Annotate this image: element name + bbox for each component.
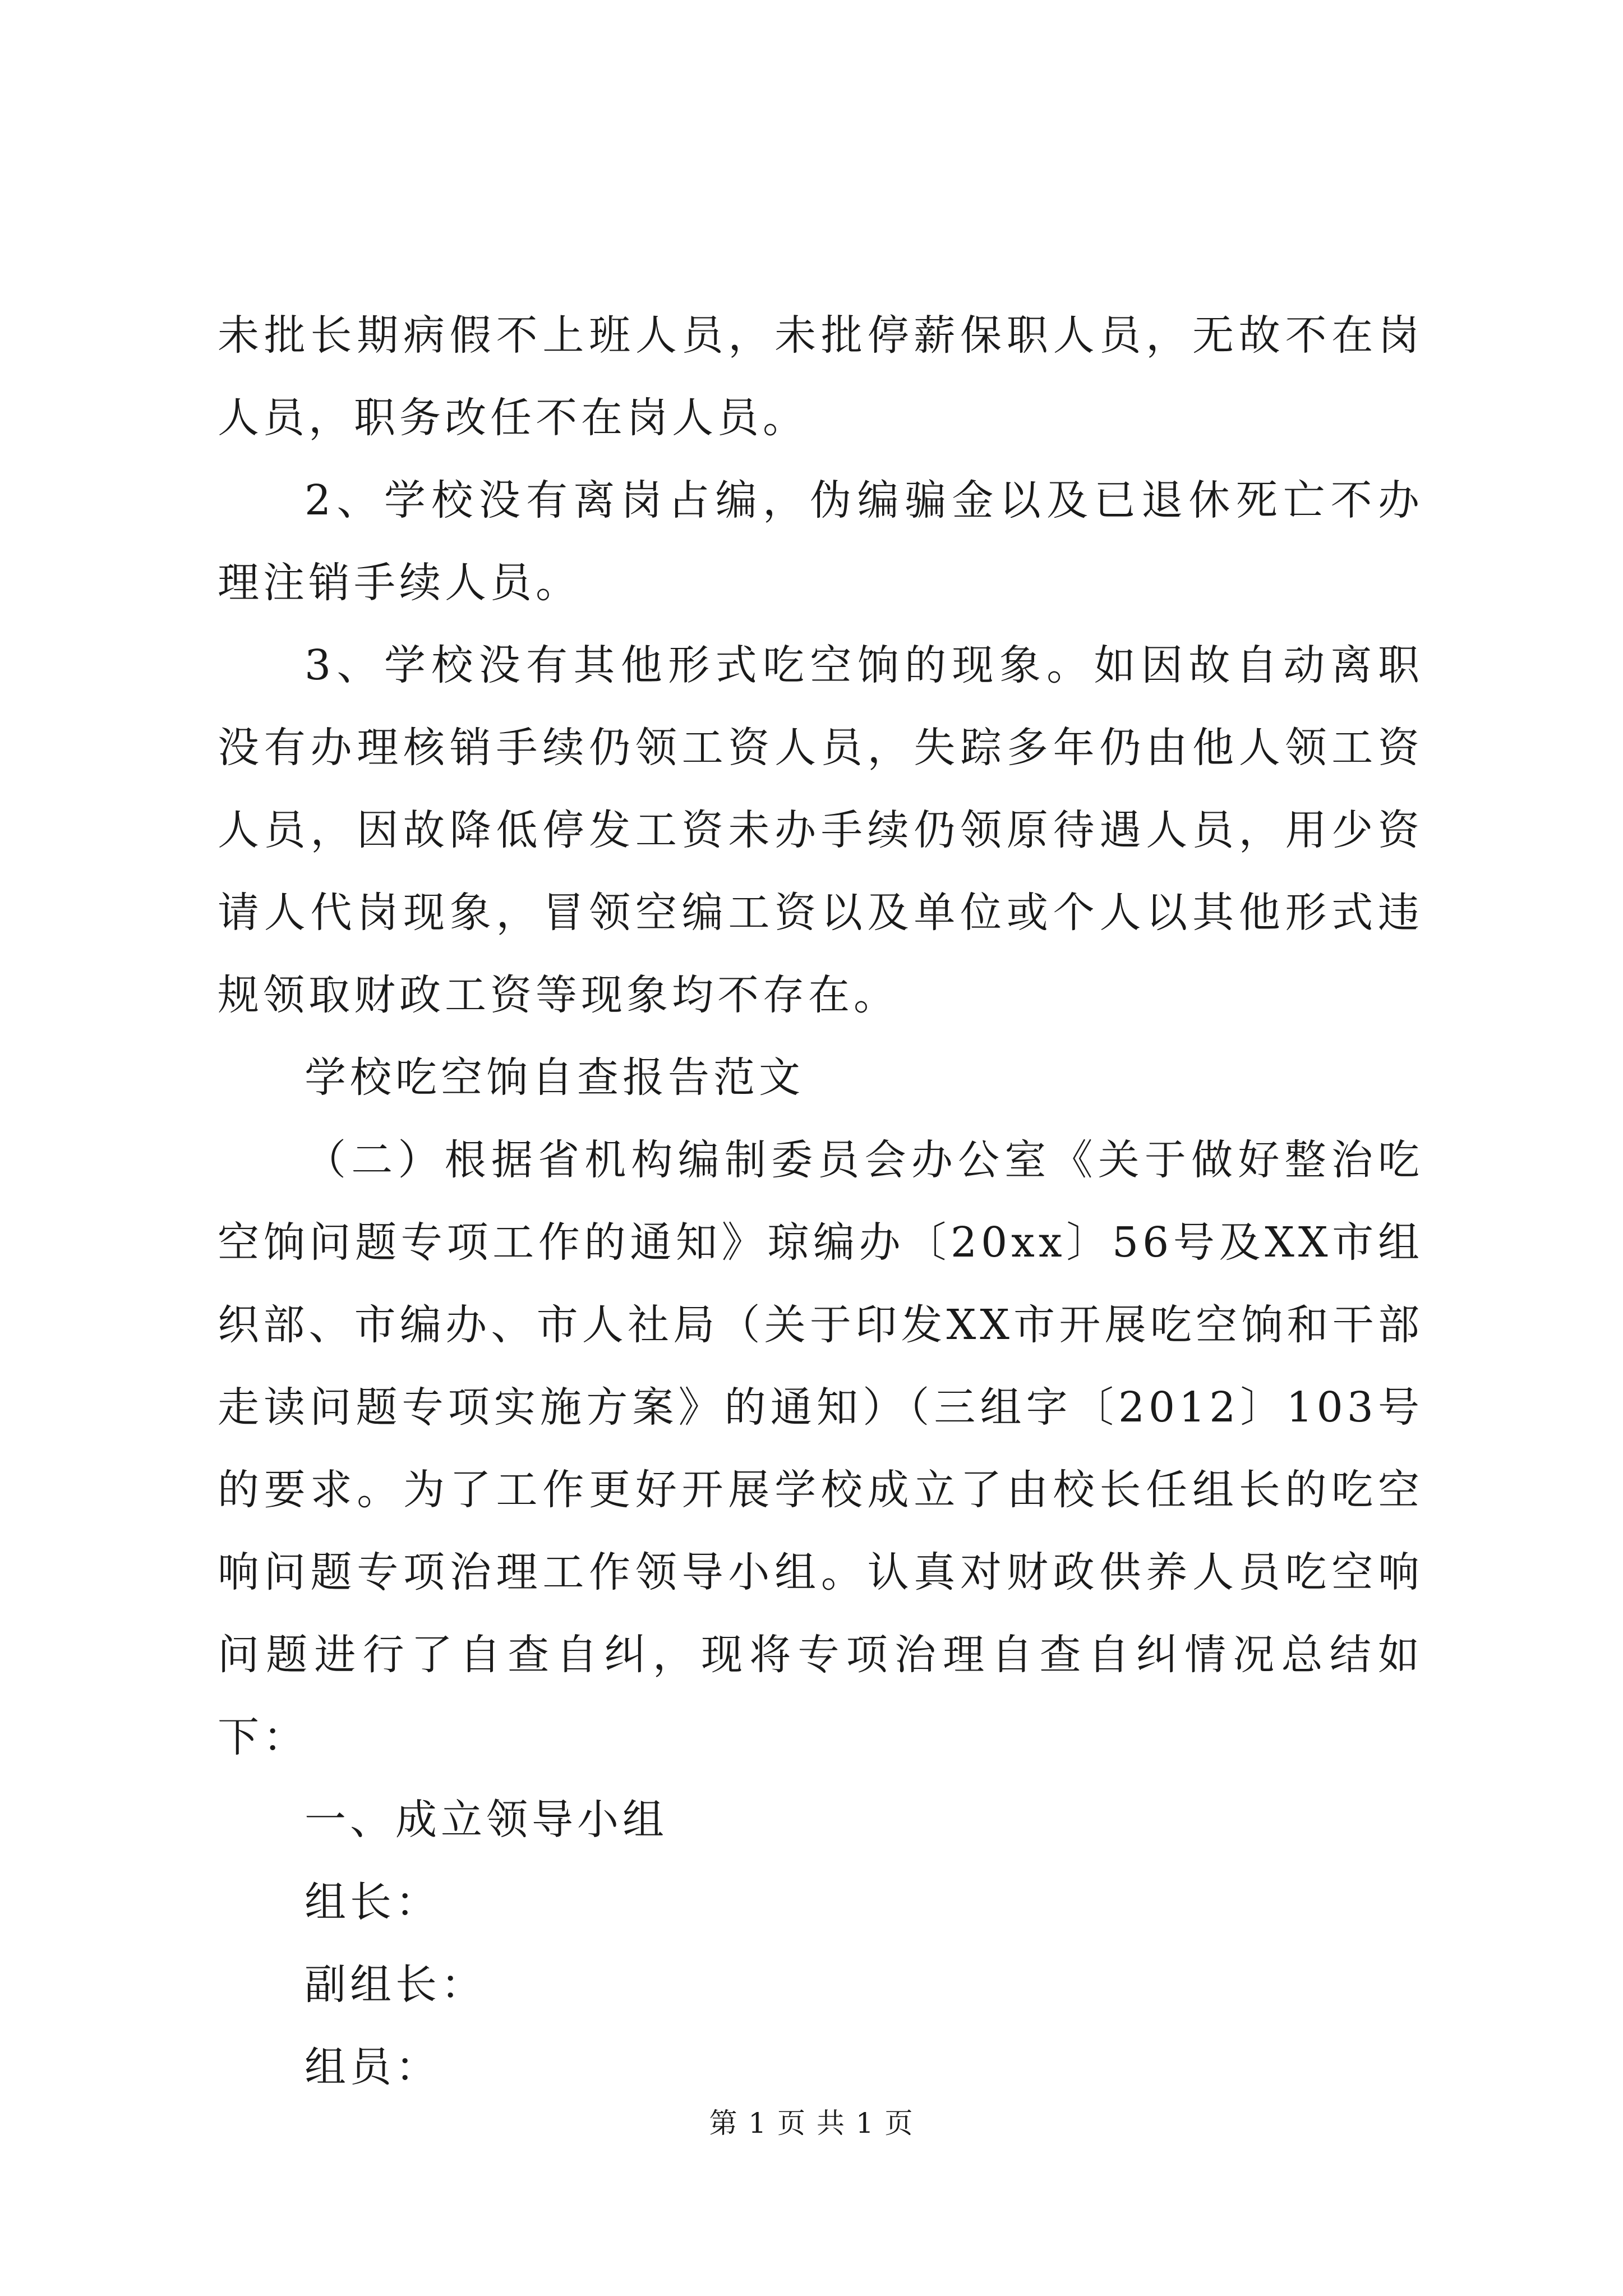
paragraph-continuation: 未批长期病假不上班人员，未批停薪保职人员，无故不在岗人员，职务改任不在岗人员。 <box>218 311 1423 442</box>
section-heading: 学校吃空饷自查报告范文 <box>305 1053 804 1102</box>
paragraph-item-3: 3、学校没有其他形式吃空饷的现象。如因故自动离职没有办理核销手续仍领工资人员，失踪多年仍由他人领工资人员，因故降低停发工资未办手续仍领原待遇人员，用少资请人代岗现象，冒领空编工资以及单位或个人以其他形式违规领取财政工资等现象均不存在。 <box>218 641 1423 1019</box>
deputy-leader-line: 副组长： <box>305 1961 486 2009</box>
page-footer: 第 1 页 共 1 页 <box>709 2107 914 2139</box>
members-line: 组员： <box>305 2043 441 2091</box>
leader-line: 组长： <box>305 1878 441 1926</box>
paragraph-part-two: （二）根据省机构编制委员会办公室《关于做好整治吃空饷问题专项工作的通知》琼编办〔20xx〕56号及XX市组织部、市编办、市人社局（关于印发XX市开展吃空饷和干部走读问题专项实施方案》的通知）（三组字〔2012〕103号的要求。为了工作更好开展学校成立了由校长任组长的吃空响问题专项治理工作领导小组。认真对财政供养人员吃空响问题进行了自查自纠，现将专项治理自查自纠情况总结如下： <box>218 1136 1423 1761</box>
paragraph-item-2: 2、学校没有离岗占编，伪编骗金以及已退休死亡不办理注销手续人员。 <box>218 476 1423 607</box>
document-body <box>218 295 1423 2109</box>
subsection-heading: 一、成立领导小组 <box>305 1796 668 1844</box>
